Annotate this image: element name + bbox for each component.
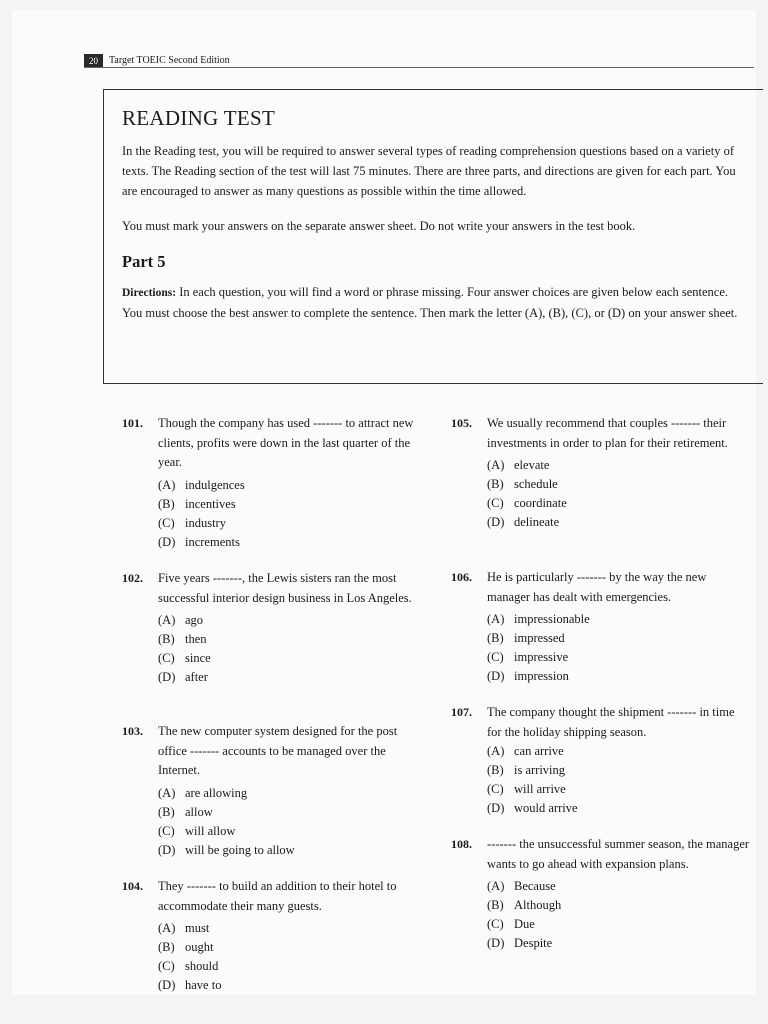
question-number: 101. [122, 416, 143, 430]
question-text: The company thought the shipment ------- in time for the holiday shipping season. [487, 705, 735, 739]
section-title: READING TEST [122, 106, 276, 130]
answer-options [487, 742, 751, 818]
question-101 [122, 414, 422, 552]
directions-text: In each question, you will find a word or phrase missing. Four answer choices are given below each sentence. You must choose the best answer to complete the sentence. Then mark the letter (A), (B), (C), or (D) on your answer sheet. [122, 285, 738, 320]
option-b: (B) is arriving [487, 763, 566, 777]
option-c: (C) will allow [158, 823, 236, 838]
option-a: (A) are allowing [158, 785, 248, 800]
option-b: (B) then [158, 632, 207, 646]
answer-sheet-note: You must mark your answers on the separate answer sheet. Do not write your answers in the test book. [122, 219, 636, 233]
intro-paragraph: In the Reading test, you will be required to answer several types of reading comprehension questions based on a variety of texts. The Reading section of the test will last 75 minutes. There are three parts, and directions are given for each part. You are encouraged to answer as many questions as possible within the time allowed. [122, 144, 736, 198]
option-c: (C) industry [158, 515, 226, 530]
question-104 [122, 877, 422, 995]
option-b: (B) schedule [487, 477, 558, 491]
question-107 [451, 703, 751, 818]
option-b: (B) allow [158, 804, 213, 819]
option-a: (A) can arrive [487, 744, 564, 758]
question-text: He is particularly ------- by the way the new manager has dealt with emergencies. [487, 570, 707, 604]
question-103 [122, 722, 422, 860]
option-b: (B) incentives [158, 496, 236, 511]
instructions-box [103, 89, 763, 384]
question-number: 102. [122, 571, 143, 585]
option-a: (A) must [158, 921, 210, 935]
question-number: 106. [451, 570, 472, 584]
option-a: (A) elevate [487, 458, 550, 472]
question-106 [451, 568, 751, 686]
option-d: (D) impression [487, 669, 569, 683]
question-number: 107. [451, 705, 472, 719]
question-102 [122, 569, 422, 687]
option-d: (D) will be going to allow [158, 842, 295, 857]
option-b: (B) impressed [487, 631, 565, 645]
option-d: (D) delineate [487, 515, 560, 529]
answer-options [487, 456, 751, 532]
option-a: (A) Because [487, 879, 556, 893]
option-a: (A) ago [158, 613, 204, 627]
option-d: (D) have to [158, 978, 222, 992]
option-b: (B) ought [158, 940, 214, 954]
answer-options [158, 611, 422, 687]
question-number: 105. [451, 416, 472, 430]
question-108 [451, 835, 751, 953]
question-text: We usually recommend that couples ------- their investments in order to plan for their retirement. [487, 416, 728, 450]
option-c: (C) since [158, 651, 211, 665]
question-105 [451, 414, 751, 532]
option-c: (C) will arrive [487, 782, 566, 796]
answer-options [158, 919, 422, 995]
option-d: (D) after [158, 670, 208, 684]
option-c: (C) should [158, 959, 219, 973]
answer-options [158, 476, 422, 552]
running-header [84, 54, 230, 68]
question-text: Five years -------, the Lewis sisters ran the most successful interior design business in Los Angeles. [158, 571, 412, 605]
option-d: (D) increments [158, 534, 240, 549]
question-number: 103. [122, 724, 143, 738]
option-a: (A) indulgences [158, 477, 245, 492]
directions-label: Directions: [122, 287, 177, 299]
part-title: Part 5 [122, 252, 166, 271]
option-c: (C) coordinate [487, 496, 567, 510]
answer-options [158, 784, 422, 860]
question-text: Though the company has used ------- to attract new clients, profits were down in the last quarter of the year. [158, 416, 414, 469]
option-c: (C) impressive [487, 650, 569, 664]
book-title: Target TOEIC Second Edition [109, 54, 230, 66]
option-c: (C) Due [487, 917, 535, 931]
option-a: (A) impressionable [487, 612, 590, 626]
header-rule [84, 67, 754, 68]
question-text: The new computer system designed for the post office ------- accounts to be managed over the Internet. [158, 724, 398, 777]
question-number: 108. [451, 837, 472, 851]
directions [122, 282, 746, 323]
question-number: 104. [122, 879, 143, 893]
question-text: ------- the unsuccessful summer season, the manager wants to go ahead with expansion plans. [487, 837, 750, 871]
answer-options [487, 610, 751, 686]
question-text: They ------- to build an addition to their hotel to accommodate their many guests. [158, 879, 397, 913]
option-d: (D) would arrive [487, 801, 578, 815]
option-d: (D) Despite [487, 936, 553, 950]
page-number: 20 [84, 54, 103, 68]
option-b: (B) Although [487, 898, 562, 912]
answer-options [487, 877, 751, 953]
